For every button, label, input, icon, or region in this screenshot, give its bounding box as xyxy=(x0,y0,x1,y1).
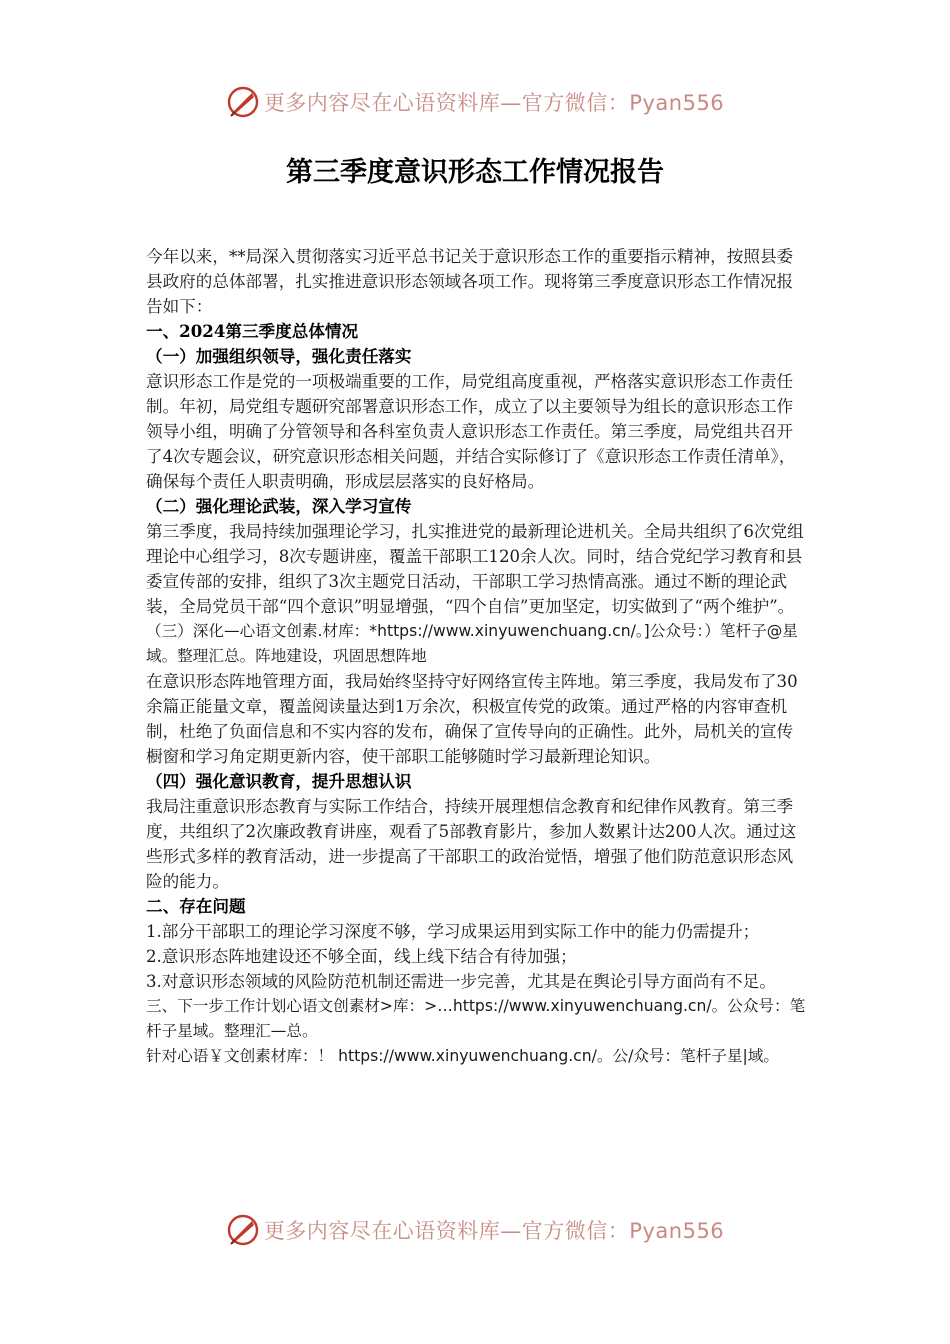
section3-heading: 三、下一步工作计划心语文创素材>库：>…https://www.xinyuwenchuang.cn/。公众号：笔杆子星域。整理汇—总。 xyxy=(146,997,806,1040)
intro-paragraph: 今年以来，**局深入贯彻落实习近平总书记关于意识形态工作的重要指示精神，按照县委县政府的总体部署，扎实推进意识形态领域各项工作。现将第三季度意识形态工作情况报告如下： xyxy=(146,247,794,316)
banner-text: 更多内容尽在心语资料库—官方微信：Pyan556 xyxy=(263,91,725,115)
header-banner xyxy=(0,82,950,122)
banner-text: 更多内容尽在心语资料库—官方微信：Pyan556 xyxy=(263,1219,725,1243)
sub1-heading: （一）加强组织领导，强化责任落实 xyxy=(146,346,412,366)
report-body xyxy=(146,244,806,1069)
quill-logo-icon xyxy=(226,1213,260,1247)
problem-item: 2.意识形态阵地建设还不够全面，线上线下结合有待加强； xyxy=(146,947,577,966)
problem-item: 1.部分干部职工的理论学习深度不够，学习成果运用到实际工作中的能力仍需提升； xyxy=(146,922,760,941)
footer-banner xyxy=(0,1210,950,1250)
section2-heading: 二、存在问题 xyxy=(146,896,246,916)
page-title: 第三季度意识形态工作情况报告 xyxy=(286,157,664,188)
sub4-body: 我局注重意识形态教育与实际工作结合，持续开展理想信念教育和纪律作风教育。第三季度，共组织了2次廉政教育讲座，观看了5部教育影片，参加人数累计达200人次。通过这些形式多样的教育活动，进一步提高了干部职工的政治觉悟，增强了他们防范意识形态风险的能力。 xyxy=(146,797,797,891)
section3-line: 针对心语￥文创素材库：！ https://www.xinyuwenchuang.cn/。公/众号：笔杆子星|域。 xyxy=(146,1047,779,1065)
sub2-body: 第三季度，我局持续加强理论学习，扎实推进党的最新理论进机关。全局共组织了6次党组理论中心组学习，8次专题讲座，覆盖干部职工120余人次。同时，结合党纪学习教育和县委宣传部的安排，组织了3次主题党日活动，干部职工学习热情高涨。通过不断的理论武装，全局党员干部“四个意识”明显增强，“四个自信”更加坚定，切实做到了“两个维护”。 xyxy=(146,522,804,616)
sub1-body: 意识形态工作是党的一项极端重要的工作，局党组高度重视，严格落实意识形态工作责任制。年初，局党组专题研究部署意识形态工作，成立了以主要领导为组长的意识形态工作领导小组，明确了分管领导和各科室负责人意识形态工作责任。第三季度，局党组共召开了4次专题会议，研究意识形态相关问题，并结合实际修订了《意识形态工作责任清单》，确保每个责任人职责明确，形成层层落实的良好格局。 xyxy=(146,372,796,491)
section1-heading: 一、2024第三季度总体情况 xyxy=(146,321,359,341)
sub2-heading: （二）强化理论武装，深入学习宣传 xyxy=(146,496,412,516)
problem-item: 3.对意识形态领域的风险防范机制还需进一步完善，尤其是在舆论引导方面尚有不足。 xyxy=(146,972,776,991)
quill-logo-icon xyxy=(226,85,260,119)
sub3-body: 在意识形态阵地管理方面，我局始终坚持守好网络宣传主阵地。第三季度，我局发布了30余篇正能量文章，覆盖阅读量达到1万余次，积极宣传党的政策。通过严格的内容审查机制，杜绝了负面信息和不实内容的发布，确保了宣传导向的正确性。此外，局机关的宣传橱窗和学习角定期更新内容，使干部职工能够随时学习最新理论知识。 xyxy=(146,672,798,766)
sub4-heading: （四）强化意识教育，提升思想认识 xyxy=(146,771,412,791)
sub3-heading: （三）深化—心语文创素.材库：*https://www.xinyuwenchuang.cn/。]公众号：）笔杆子@星域。整理汇总。阵地建设，巩固思想阵地 xyxy=(146,622,798,665)
